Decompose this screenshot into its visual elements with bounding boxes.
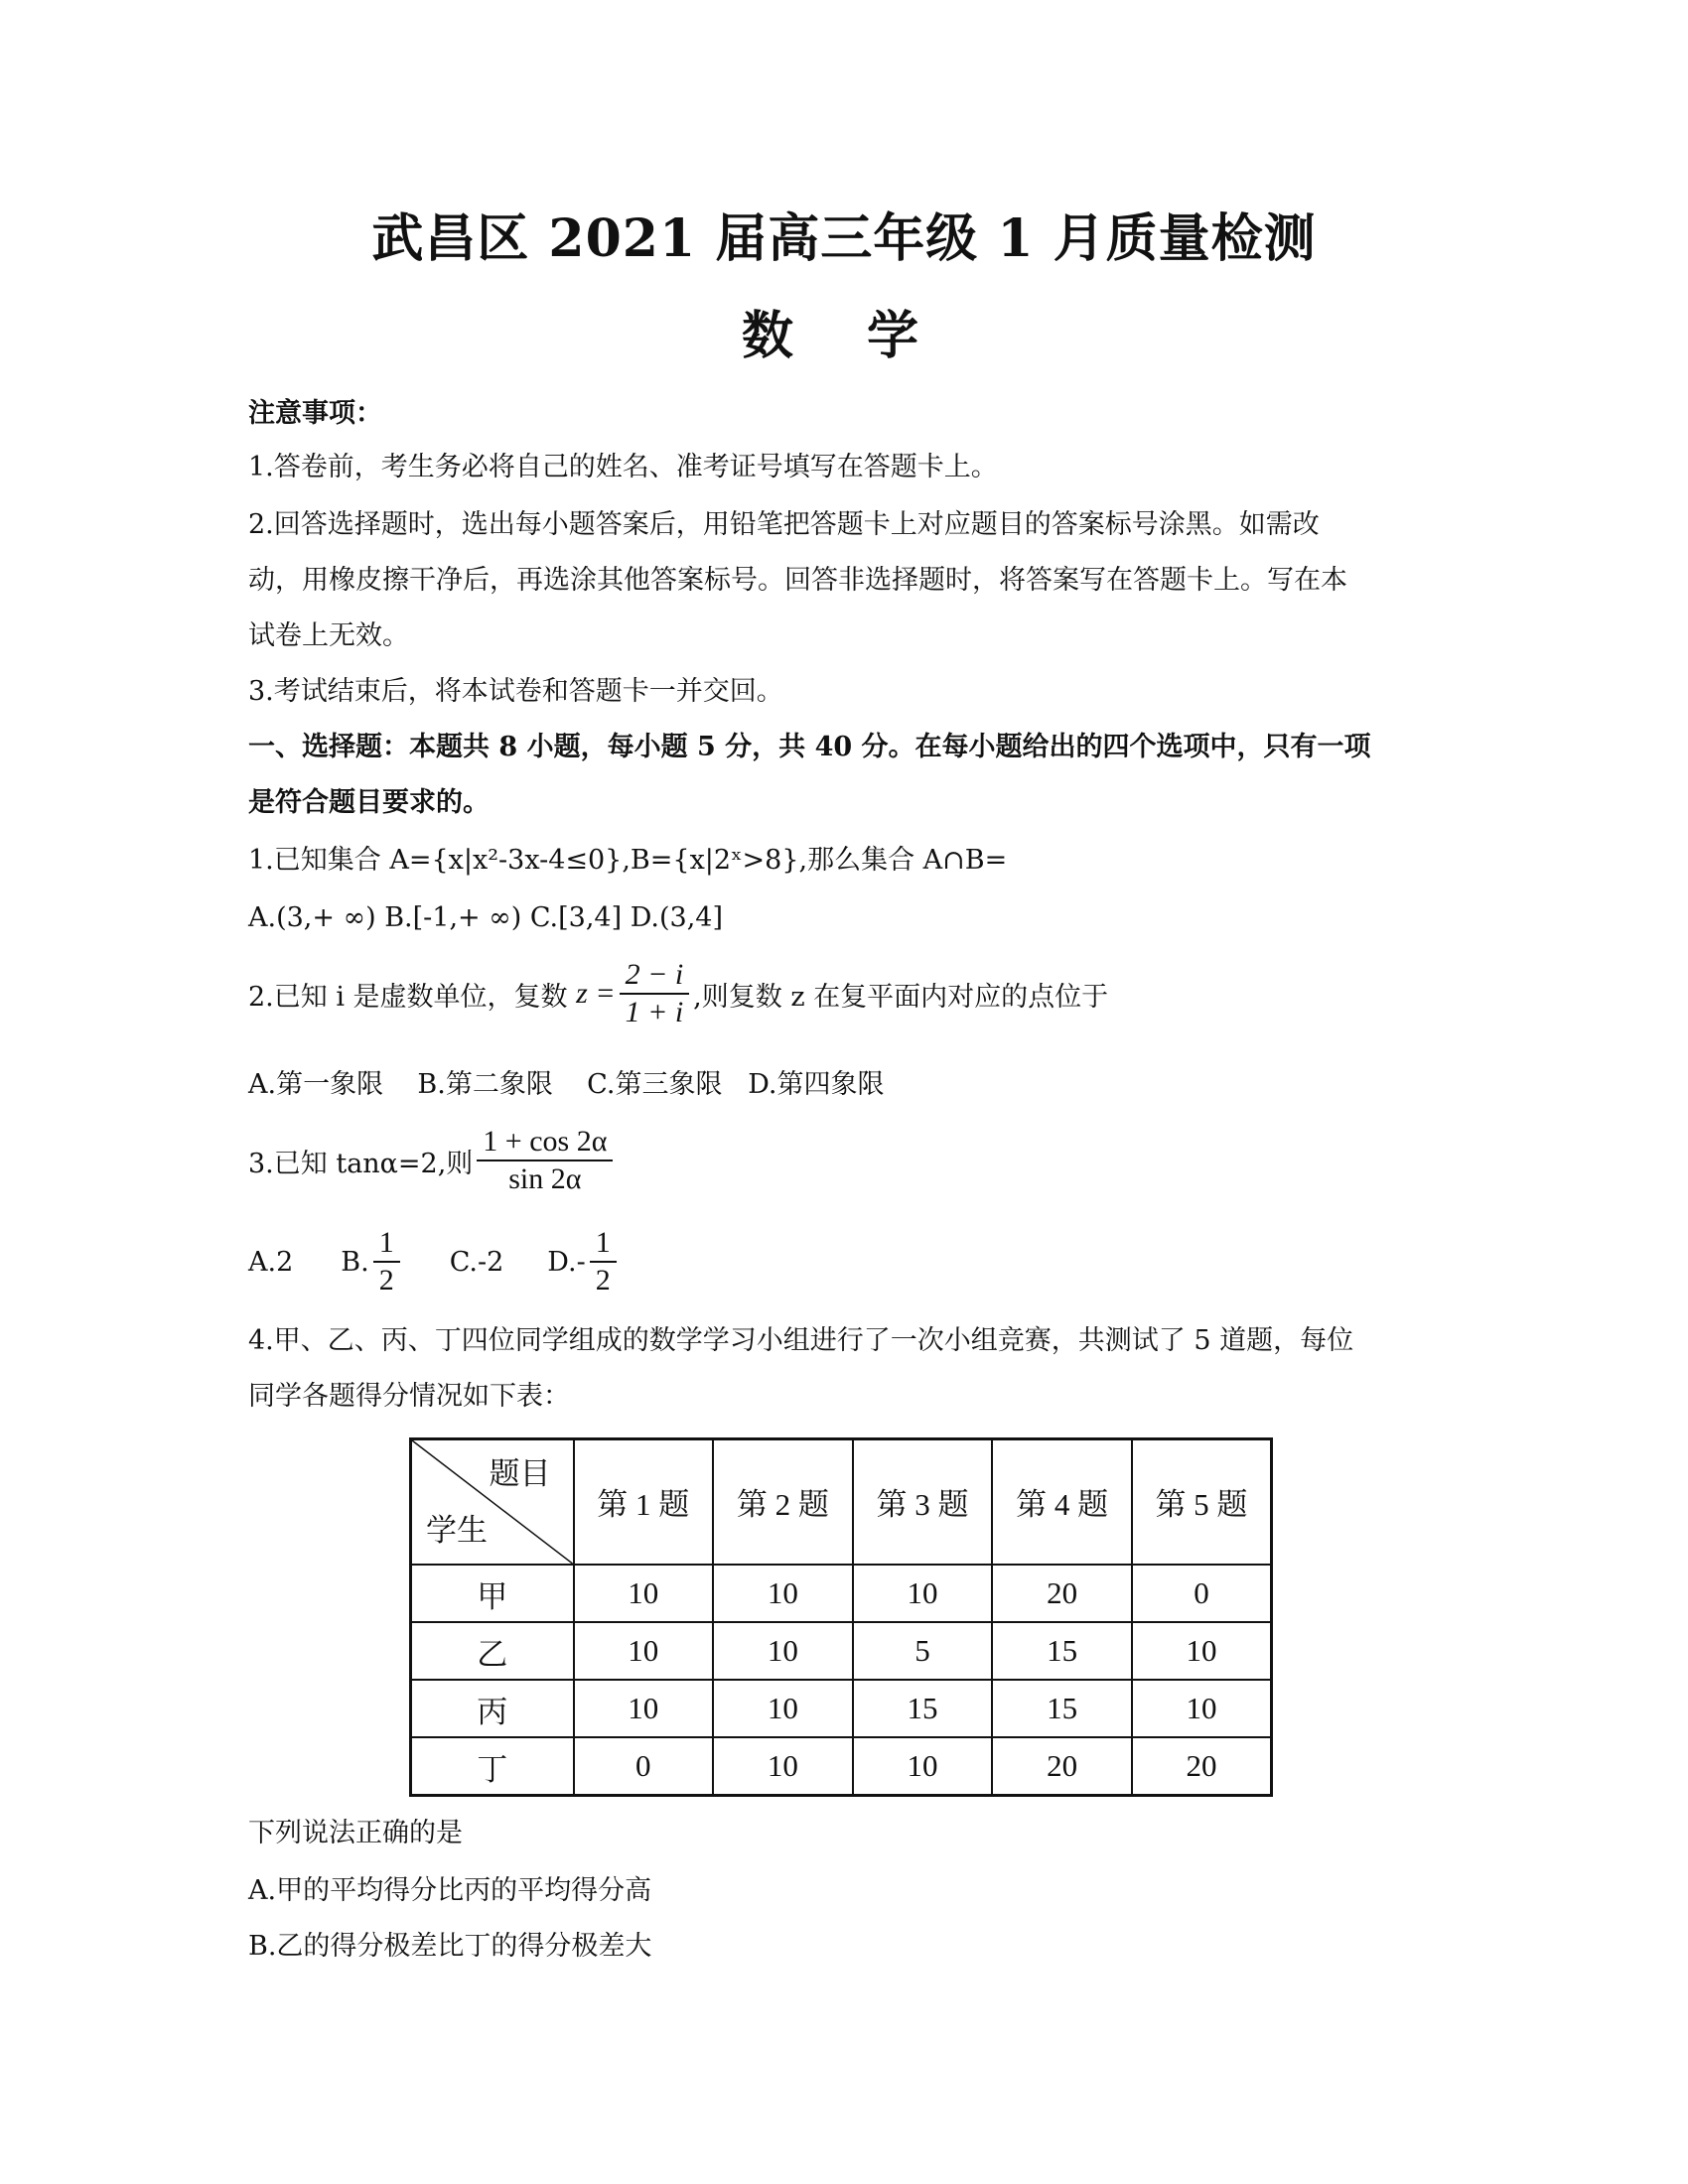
score-table-corner-cell [411,1439,574,1565]
question-2-numerator: 2 − i [620,957,690,995]
question-3-option-d-numerator: 1 [590,1225,617,1263]
notice-item-2-line-1: 2.回答选择题时，选出每小题答案后，用铅笔把答题卡上对应题目的答案标号涂黑。如需改 [248,509,1320,540]
exam-title: 武昌区 2021 届高三年级 1 月质量检测 [371,208,1317,269]
question-4-option-b: B.乙的得分极差比丁的得分极差大 [248,1931,652,1962]
question-2-z-equals: z = [576,977,616,1010]
column-header: 第 4 题 [992,1439,1132,1565]
notice-item-1: 1.答卷前，考生务必将自己的姓名、准考证号填写在答题卡上。 [248,452,998,482]
question-1-stem: 1.已知集合 A={x|x²-3x-4≤0},B={x|2ˣ>8},那么集合 A∩B= [248,845,1008,876]
question-3-option-a: A.2 [248,1246,294,1278]
student-name-cell: 乙 [411,1622,574,1680]
question-4-stem-line-2: 同学各题得分情况如下表： [248,1381,570,1412]
score-cell: 20 [992,1737,1132,1795]
notice-heading: 注意事项： [248,398,382,429]
question-3-stem [248,1124,617,1197]
question-2-stem [248,957,1108,1030]
question-2-stem-prefix: 2.已知 i 是虚数单位，复数 [248,981,577,1013]
question-3-option-d-denominator: 2 [595,1264,611,1297]
question-3-stem-prefix: 3.已知 tanα=2,则 [248,1148,474,1179]
question-2-stem-suffix: ,则复数 z 在复平面内对应的点位于 [693,981,1109,1013]
score-table-header-row [411,1439,1272,1565]
question-2-denominator: 1 + i [625,996,684,1028]
table-row [411,1622,1272,1680]
student-name-cell: 丙 [411,1680,574,1737]
column-header: 第 1 题 [574,1439,714,1565]
corner-label-questions: 题目 [489,1456,551,1491]
score-cell: 10 [713,1680,853,1737]
score-cell: 15 [992,1680,1132,1737]
score-cell: 15 [853,1680,993,1737]
score-cell: 20 [1132,1737,1272,1795]
score-cell: 20 [992,1565,1132,1622]
question-3-option-d-fraction [590,1225,617,1298]
score-cell: 10 [713,1622,853,1680]
question-3-options [248,1225,621,1298]
column-header: 第 2 题 [713,1439,853,1565]
question-4-stem-line-1: 4.甲、乙、丙、丁四位同学组成的数学学习小组进行了一次小组竞赛，共测试了 5 道题，每位 [248,1325,1354,1356]
score-cell: 10 [574,1565,714,1622]
question-3-option-b-numerator: 1 [373,1225,400,1263]
score-cell: 10 [574,1680,714,1737]
section-1-heading-line-2: 是符合题目要求的。 [248,787,490,818]
column-header: 第 5 题 [1132,1439,1272,1565]
score-cell: 15 [992,1622,1132,1680]
score-table [409,1437,1273,1797]
notice-item-2-line-2: 动，用橡皮擦干净后，再选涂其他答案标号。回答非选择题时，将答案写在答题卡上。写在本 [248,565,1347,596]
column-header: 第 3 题 [853,1439,993,1565]
score-cell: 0 [574,1737,714,1795]
score-cell: 10 [713,1737,853,1795]
question-2-options: A.第一象限 B.第二象限 C.第三象限 D.第四象限 [248,1069,885,1100]
table-row [411,1737,1272,1795]
score-cell: 10 [853,1565,993,1622]
subject-title: 数 学 [741,306,947,366]
table-row [411,1680,1272,1737]
score-cell: 10 [713,1565,853,1622]
question-1-options: A.(3,+ ∞) B.[-1,+ ∞) C.[3,4] D.(3,4] [248,902,723,933]
score-cell: 0 [1132,1565,1272,1622]
question-3-option-d: D.- [547,1246,586,1278]
question-4-prompt: 下列说法正确的是 [248,1818,463,1848]
score-cell: 10 [1132,1622,1272,1680]
question-3-fraction [477,1124,613,1197]
notice-item-3: 3.考试结束后，将本试卷和答题卡一并交回。 [248,676,783,707]
question-3-numerator: 1 + cos 2α [477,1124,613,1161]
table-row [411,1565,1272,1622]
question-3-option-c: C.-2 [449,1246,504,1278]
student-name-cell: 丁 [411,1737,574,1795]
question-4-option-a: A.甲的平均得分比丙的平均得分高 [248,1875,652,1906]
student-name-cell: 甲 [411,1565,574,1622]
score-cell: 10 [1132,1680,1272,1737]
score-cell: 10 [853,1737,993,1795]
score-cell: 5 [853,1622,993,1680]
corner-label-students: 学生 [426,1512,488,1548]
question-3-option-b-fraction [373,1225,400,1298]
question-3-option-b: B. [341,1246,369,1278]
question-3-denominator: sin 2α [508,1162,582,1195]
question-2-fraction [620,957,690,1030]
section-1-heading-line-1: 一、选择题：本题共 8 小题，每小题 5 分，共 40 分。在每小题给出的四个选项中，只有一项 [248,732,1371,762]
notice-item-2-line-3: 试卷上无效。 [248,620,409,651]
score-cell: 10 [574,1622,714,1680]
question-3-option-b-denominator: 2 [378,1264,394,1297]
